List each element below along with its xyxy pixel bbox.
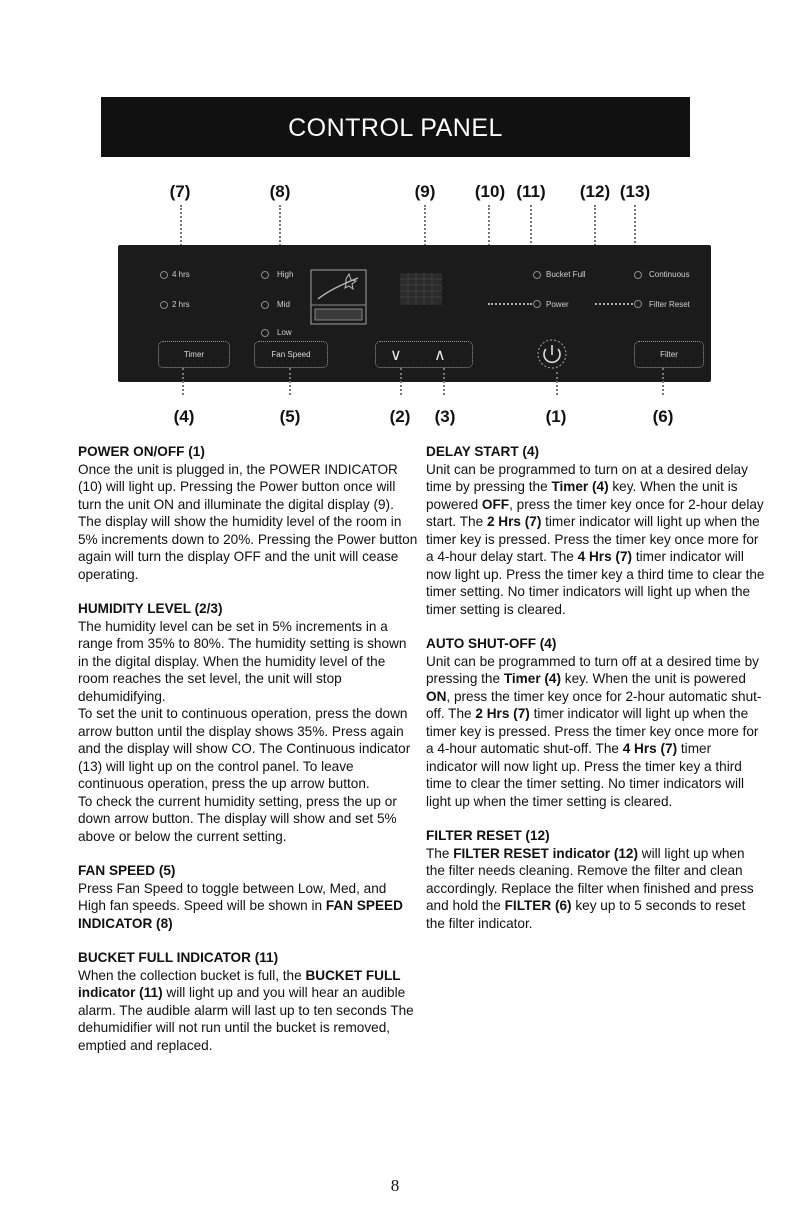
filter-button[interactable]: Filter: [634, 341, 704, 368]
label-low: Low: [277, 328, 292, 337]
callout-1: (1): [545, 407, 567, 426]
power-heading: POWER ON/OFF (1): [78, 444, 205, 459]
callout-5: (5): [279, 407, 301, 426]
leader-line: [595, 303, 633, 305]
down-arrow-button[interactable]: ∨: [390, 347, 402, 364]
fan-speed-button[interactable]: Fan Speed: [254, 341, 328, 368]
led-icon: [261, 271, 269, 279]
label-high: High: [277, 270, 294, 279]
leader-line: [289, 368, 291, 395]
power-button[interactable]: [536, 338, 568, 370]
led-icon: [634, 300, 642, 308]
callout-12: (12): [579, 182, 611, 201]
bucket-full-text: When the collection bucket is full, the BUCKET FULL indicator (11) will light up and you will hear an audible alarm. The audible alarm will last up to ten seconds The dehumidifier will not run until the bucket is removed, emptied and replaced.: [78, 967, 414, 1053]
fan-speed-heading: FAN SPEED (5): [78, 863, 176, 878]
page-title: CONTROL PANEL: [101, 97, 690, 157]
callout-13: (13): [619, 182, 651, 201]
filter-reset-text: The FILTER RESET indicator (12) will light up when the filter needs cleaning. Remove the filter and clean accordingly. Replace the filter when finished and press and hold the FILTER (6) key up to 5 seconds to reset the filter indicator.: [426, 845, 754, 931]
humidity-text-1: The humidity level can be set in 5% increments in a range from 35% to 80%. The humidity setting is shown in the digital display. When the humidity level of the room reaches the set level, the unit will stop dehumidifying.: [78, 618, 407, 704]
label-power: Power: [546, 300, 569, 309]
callout-4: (4): [173, 407, 195, 426]
callout-7: (7): [169, 182, 191, 201]
callout-6: (6): [652, 407, 674, 426]
up-arrow-button[interactable]: ∧: [434, 347, 446, 364]
led-icon: [261, 329, 269, 337]
filter-reset-heading: FILTER RESET (12): [426, 828, 550, 843]
page-number: 8: [390, 1176, 400, 1195]
energy-star-icon: [310, 269, 367, 325]
humidity-heading: HUMIDITY LEVEL (2/3): [78, 601, 223, 616]
right-column: [426, 443, 766, 932]
leader-line: [488, 303, 532, 305]
humidity-text-3: To check the current humidity setting, press the up or down arrow button. The display will show and set 5% above or below the current setting.: [78, 793, 397, 844]
left-column: [78, 443, 418, 1054]
leader-line: [662, 368, 664, 395]
label-continuous: Continuous: [649, 270, 690, 279]
callout-9: (9): [414, 182, 436, 201]
humidity-text-2: To set the unit to continuous operation, press the down arrow button until the display shows 35%. Press again and the display will show CO. The Continuous indicator (13) will light up on the control panel. To leave continuous operation, press the up arrow button.: [78, 706, 411, 791]
label-bucket-full: Bucket Full: [546, 270, 586, 279]
led-icon: [533, 271, 541, 279]
led-icon: [533, 300, 541, 308]
label-2hrs: 2 hrs: [172, 300, 190, 309]
callout-3: (3): [434, 407, 456, 426]
led-icon: [160, 301, 168, 309]
leader-line: [400, 368, 402, 395]
delay-start-heading: DELAY START (4): [426, 444, 540, 459]
label-mid: Mid: [277, 300, 290, 309]
leader-line: [182, 368, 184, 395]
auto-shutoff-heading: AUTO SHUT-OFF (4): [426, 636, 557, 651]
callout-8: (8): [269, 182, 291, 201]
label-4hrs: 4 hrs: [172, 270, 190, 279]
control-panel-image: [118, 245, 711, 382]
led-icon: [634, 271, 642, 279]
auto-shutoff-text: Unit can be programmed to turn off at a desired time by pressing the Timer (4) key. When the unit is powered ON, press the timer key once for 2-hour automatic shut-off. The 2 Hrs (7) timer indicator will light up when the timer key is pressed. Press the timer key once more for a 4-hour automatic shut-off. The 4 Hrs (7) timer indicator will now light up. Press the timer key a third time to clear the timer setting. No timer indicators will light up when the timer setting is cleared.: [426, 653, 762, 809]
digital-display-icon: [400, 273, 442, 305]
fan-speed-text: Press Fan Speed to toggle between Low, Med, and High fan speeds. Speed will be shown in FAN SPEED INDICATOR (8): [78, 880, 403, 931]
callout-11: (11): [516, 182, 546, 201]
led-icon: [261, 301, 269, 309]
label-filter-reset: Filter Reset: [649, 300, 690, 309]
humidity-arrow-buttons: [375, 341, 473, 368]
callout-10: (10): [474, 182, 506, 201]
leader-line: [556, 372, 558, 395]
power-text: Once the unit is plugged in, the POWER INDICATOR (10) will light up. Pressing the Power button once will turn the unit ON and illuminate the digital display (9). The display will show the humidity level of the room in 5% increments down to 20%. Pressing the Power button again will turn the display OFF and the unit will cease operating.: [78, 461, 418, 582]
delay-start-text: Unit can be programmed to turn on at a desired delay time by pressing the Timer (4) key. When the unit is powered OFF, press the timer key once for 2-hour delay start. The 2 Hrs (7) timer indicator will light up when the timer key is pressed. Press the timer key once more for a 4-hour delay start. The 4 Hrs (7) timer indicator will now light up. Press the timer key a third time to clear the timer setting. No timer indicators will light up when the timer setting is cleared.: [426, 461, 765, 617]
timer-button[interactable]: Timer: [158, 341, 230, 368]
callout-2: (2): [389, 407, 411, 426]
leader-line: [443, 368, 445, 395]
led-icon: [160, 271, 168, 279]
bucket-full-heading: BUCKET FULL INDICATOR (11): [78, 950, 279, 965]
